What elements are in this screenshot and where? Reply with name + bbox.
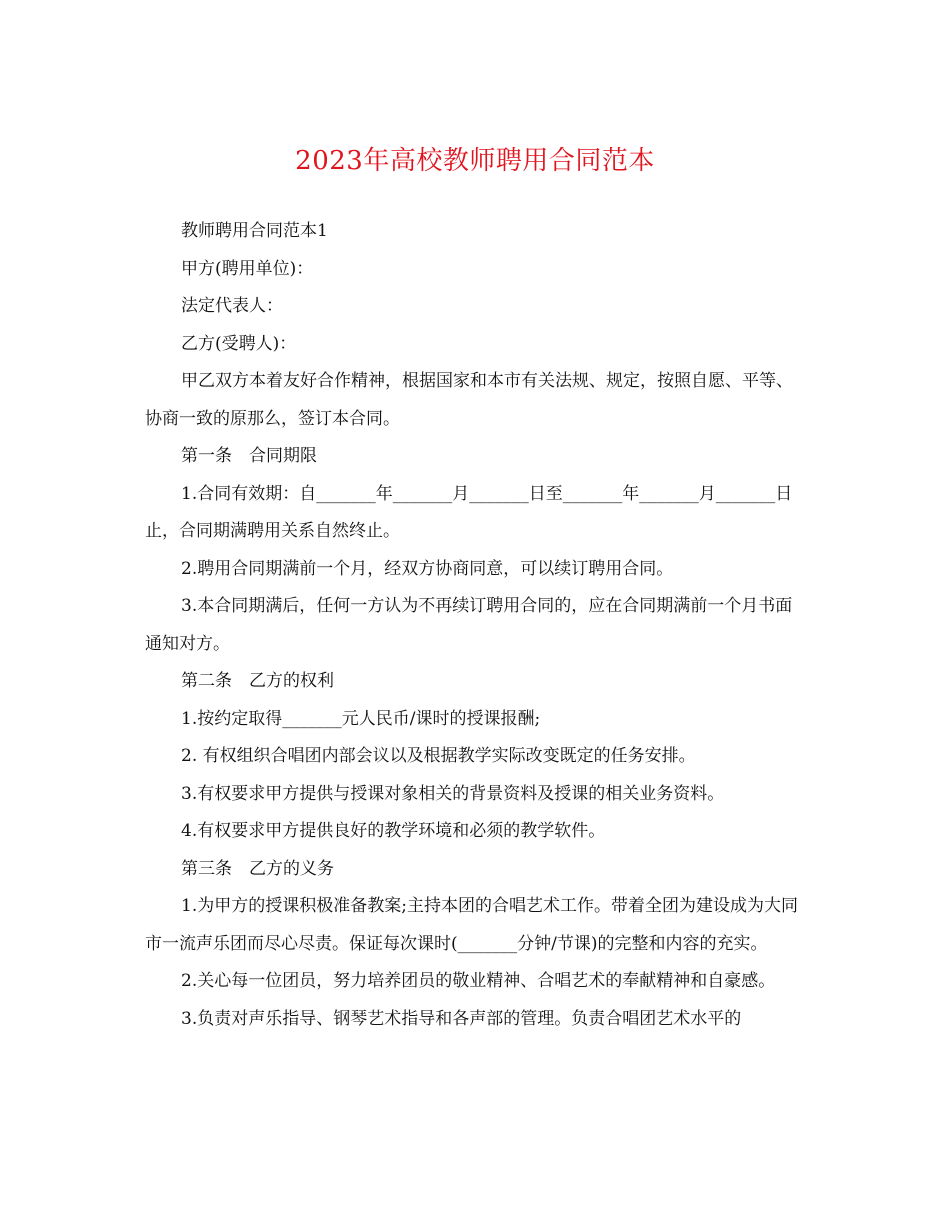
- paragraph-preamble: 甲乙双方本着友好合作精神，根据国家和本市有关法规、规定，按照自愿、平等、协商一致的原那么，签订本合同。: [145, 371, 793, 429]
- paragraph-subtitle: 教师聘用合同范本1: [181, 221, 328, 241]
- article-2-clause-2: 2. 有权组织合唱团内部会议以及根据教学实际改变既定的任务安排。: [181, 746, 696, 766]
- paragraph-party-a: 甲方(聘用单位)：: [181, 258, 314, 279]
- article-2-clause-4: 4.有权要求甲方提供良好的教学环境和必须的教学软件。: [181, 821, 606, 841]
- article-2-clause-3: 3.有权要求甲方提供与授课对象相关的背景资料及授课的相关业务资料。: [181, 783, 725, 804]
- paragraph-party-b: 乙方(受聘人)：: [181, 333, 297, 354]
- paragraph-legal-representative: 法定代表人：: [181, 296, 283, 316]
- article-2-clause-1: 1.按约定取得_______元人民币/课时的授课报酬;: [181, 708, 541, 729]
- article-1-heading: 第一条 合同期限: [181, 446, 317, 466]
- article-3-clause-1: 1.为甲方的授课积极准备教案;主持本团的合唱艺术工作。带着全团为建设成为大同市一流声乐团而尽心尽责。保证每次课时(_______分钟/节课)的完整和内容的充实。: [145, 896, 798, 954]
- article-3-clause-3: 3.负责对声乐指导、钢琴艺术指导和各声部的管理。负责合唱团艺术水平的: [181, 1008, 742, 1029]
- document-title: 2023年高校教师聘用合同范本: [295, 146, 655, 176]
- article-2-heading: 第二条 乙方的权利: [181, 671, 334, 691]
- article-3-clause-2: 2.关心每一位团员，努力培养团员的敬业精神、合唱艺术的奉献精神和自豪感。: [181, 971, 776, 991]
- article-3-heading: 第三条 乙方的义务: [181, 858, 334, 879]
- document-body: [145, 213, 805, 1038]
- article-1-clause-3: 3.本合同期满后，任何一方认为不再续订聘用合同的，应在合同期满前一个月书面通知对方。: [145, 596, 793, 654]
- article-1-clause-2: 2.聘用合同期满前一个月，经双方协商同意，可以续订聘用合同。: [181, 558, 674, 579]
- article-1-clause-1: 1.合同有效期：自_______年_______月_______日至_______年_______月_______日止，合同期满聘用关系自然终止。: [145, 483, 793, 541]
